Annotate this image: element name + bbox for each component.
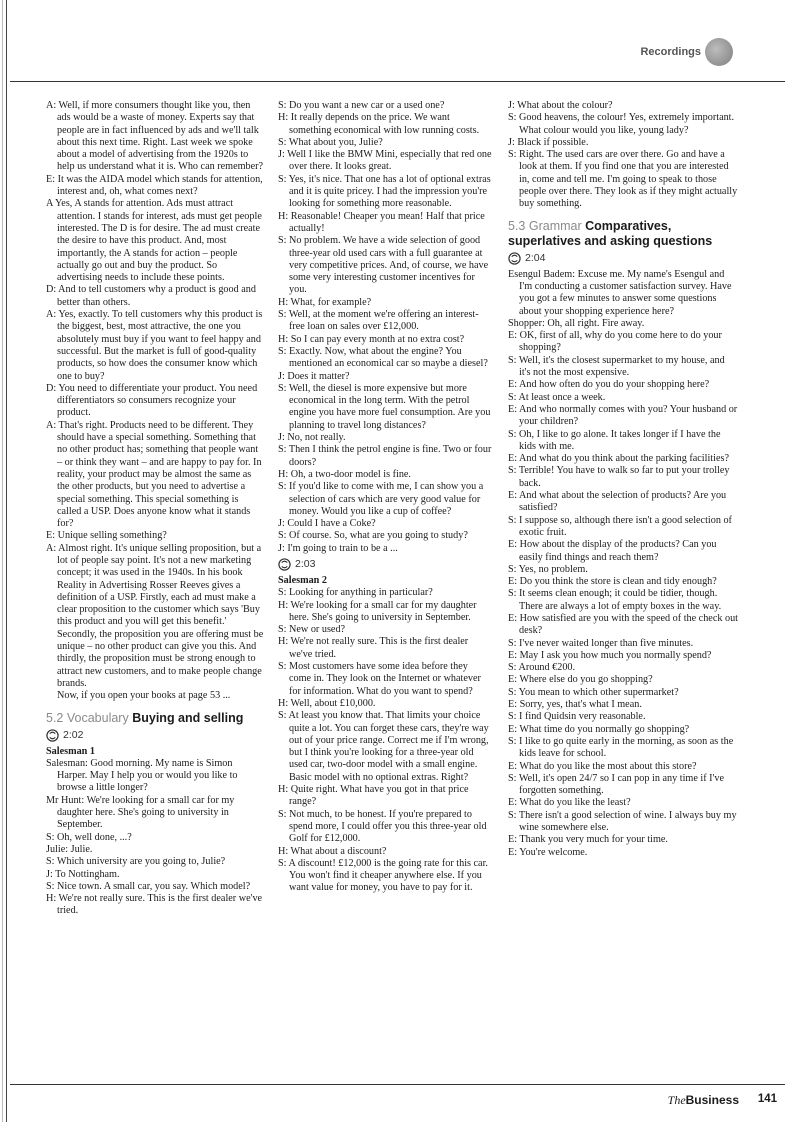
transcript-line: S: Of course. So, what are you going to study? xyxy=(278,530,468,542)
transcript-line: S: Good heavens, the colour! Yes, extremely important. What colour would you like, young lady? xyxy=(508,112,735,136)
transcript-line: S: Exactly. Now, what about the engine? You mentioned an economical car so maybe a diesel? xyxy=(278,345,488,370)
track-number: 2:04 xyxy=(525,252,546,265)
margin-line xyxy=(2,0,3,1122)
transcript-line: E: Do you think the store is clean and tidy enough? xyxy=(508,576,717,588)
transcript-line: J: To Nottingham. xyxy=(46,868,120,880)
transcript-line: S: I like to go quite early in the morning, as soon as the kids leave for school. xyxy=(508,735,734,760)
transcript-line: J: Could I have a Coke? xyxy=(278,518,376,530)
margin-line xyxy=(6,0,7,1122)
transcript-line: E: How satisfied are you with the speed of the check out desk? xyxy=(508,612,738,637)
transcript-line: A: Well, if more consumers thought like you, then ads would be a waste of money. Experts say that people are in fact influenced by ads and we'll talk about this next time. Right. Last week we spoke about a model of advertising from the 1920s to help us understand what it is. Who can remember? xyxy=(46,100,264,173)
transcript-line: E: Sorry, yes, that's what I mean. xyxy=(508,699,642,711)
transcript-line: S: Terrible! You have to walk so far to put your trolley back. xyxy=(508,465,730,489)
transcript-line: H: It really depends on the price. We want something economical with low running costs. xyxy=(278,112,480,136)
transcript-line: E: Unique selling something? xyxy=(46,530,167,542)
transcript-line: A: That's right. Products need to be different. They should have a special something. Something that no other product has; something that people want – or think they want – and are happy to pay for. In reality, your product may be almost the same as the other products, but you need to advertise a special something. This special something is called a USP. Does anyone know what it stands for? xyxy=(46,419,262,530)
transcript-line: S: Looking for anything in particular? xyxy=(278,587,433,599)
section-dot-icon xyxy=(705,38,733,66)
transcript-line: J: Does it matter? xyxy=(278,370,350,382)
transcript-line: E: Thank you very much for your time. xyxy=(508,834,668,846)
transcript-line: S: Do you want a new car or a used one? xyxy=(278,100,445,111)
transcript-line: S: Right. The used cars are over there. Go and have a look at them. If you find one that you are interested in, come and tell me. I'm going to speak to those people over there. They look as if they might actually buy something. xyxy=(508,149,738,210)
transcript-line: S: If you'd like to come with me, I can show you a selection of cars which are very good value for money. Would you like a cup of coffee? xyxy=(278,481,484,517)
transcript-line: H: We're looking for a small car for my daughter here. She's going to university in September. xyxy=(278,599,477,623)
transcript-line: D: You need to differentiate your product. You need differentiators so consumers recognize your product. xyxy=(46,382,258,419)
transcript-line: E: And what about the selection of products? Are you satisfied? xyxy=(508,490,727,514)
transcript-line: E: What time do you normally go shopping? xyxy=(508,723,690,735)
transcript-line: H: What, for example? xyxy=(278,296,372,308)
audio-track[interactable] xyxy=(46,729,264,742)
column-2 xyxy=(278,100,492,895)
transcript-line: Julie: Julie. xyxy=(46,843,93,855)
transcript-line: E: It was the AIDA model which stands for attention, interest and, oh, what comes next? xyxy=(46,173,263,198)
transcript-line: A: Yes, exactly. To tell customers why this product is the biggest, best, most attractive, the one you absolutely must buy if you want to feel happy and successful. But the market is full of good-quality products, so how does the consumer know which one to buy? xyxy=(46,309,263,382)
transcript-line: S: Yes, no problem. xyxy=(508,563,588,575)
transcript-line: E: May I ask you how much you normally spend? xyxy=(508,649,712,661)
transcript-line: S: I find Quidsin very reasonable. xyxy=(508,711,646,723)
page-footer xyxy=(0,1084,793,1122)
transcript-line: E: You're welcome. xyxy=(508,846,588,858)
transcript-line: H: What about a discount? xyxy=(278,845,387,857)
track-number: 2:02 xyxy=(63,728,84,741)
transcript-line: J: No, not really. xyxy=(278,432,346,444)
page-number: 141 xyxy=(757,1093,777,1105)
transcript-line: S: Well, the diesel is more expensive but more economical in the long term. With the petrol engine you have more fuel consumption. Are you planning to travel long distances? xyxy=(278,382,491,431)
sub-heading: Salesman 1 xyxy=(46,745,95,757)
transcript-line: S: At least you know that. That limits your choice quite a lot. You can forget these cars, they're way out of your price range. Correct me if I'm wrong, but I think you're looking for a three-year old used car, two-door model with a small engine. Basic model with no optional extras. Right? xyxy=(278,710,489,783)
transcript-line: S: A discount! £12,000 is the going rate for this car. You won't find it cheaper anywhere else. If you want value for money, you have to pay for it. xyxy=(278,857,488,894)
transcript-line: S: Most customers have some idea before they come in. They look on the Internet or whatever for information. What do you want to spend? xyxy=(278,661,481,697)
transcript-line: E: What do you like the least? xyxy=(508,797,631,809)
transcript-line: E: And how often do you do your shopping here? xyxy=(508,379,710,391)
transcript-line: E: Where else do you go shopping? xyxy=(508,674,653,686)
transcript-line: S: There isn't a good selection of wine. I always buy my wine somewhere else. xyxy=(508,809,737,834)
transcript-line: H: Reasonable! Cheaper you mean! Half that price actually! xyxy=(278,210,485,234)
transcript-line: S: Yes, it's nice. That one has a lot of optional extras and it is quite pricey. I had the impression you're looking for something more reasonable. xyxy=(278,173,491,210)
transcript-line: S: I've never waited longer than five minutes. xyxy=(508,637,694,649)
transcript-line: H: Quite right. What have you got in that price range? xyxy=(278,784,469,808)
transcript-line: Mr Hunt: We're looking for a small car for my daughter here. She's going to university in September. xyxy=(46,794,235,831)
transcript-line: S: Oh, I like to go alone. It takes longer if I have the kids with me. xyxy=(508,428,721,452)
transcript-line: S: It seems clean enough; it could be tidier, though. There are always a lot of empty boxes in the way. xyxy=(508,588,722,612)
publication-brand: TheBusiness xyxy=(667,1093,739,1107)
cd-audio-icon xyxy=(46,729,59,742)
transcript-line: Shopper: Oh, all right. Fire away. xyxy=(508,317,645,329)
column-1 xyxy=(46,100,264,918)
transcript-line: E: What do you like the most about this store? xyxy=(508,760,697,772)
transcript-line: H: We're not really sure. This is the first dealer we've tried. xyxy=(278,636,469,660)
transcript-line: H: Well, about £10,000. xyxy=(278,697,376,709)
audio-track[interactable] xyxy=(278,558,492,571)
transcript-line: D: And to tell customers why a product is good and better than others. xyxy=(46,284,256,308)
page-header xyxy=(0,0,793,90)
sub-heading: Salesman 2 xyxy=(278,574,327,586)
section-heading-5-2: 5.2 Vocabulary Buying and selling xyxy=(46,710,244,725)
transcript-line: S: No problem. We have a wide selection of good three-year old used cars with a full guarantee at very competitive prices. And, of course, we have some very interesting customer incentives for you. xyxy=(278,235,489,296)
transcript-line: H: Oh, a two-door model is fine. xyxy=(278,468,411,480)
transcript-line: S: Around €200. xyxy=(508,662,576,674)
transcript-line: S: You mean to which other supermarket? xyxy=(508,686,679,698)
transcript-line: S: Then I think the petrol engine is fine. Two or four doors? xyxy=(278,444,492,468)
section-label: Recordings xyxy=(640,46,701,58)
transcript-line: J: What about the colour? xyxy=(508,100,613,111)
transcript-line: S: I suppose so, although there isn't a good selection of exotic fruit. xyxy=(508,514,732,538)
transcript-line: S: Nice town. A small car, you say. Which model? xyxy=(46,880,251,892)
transcript-line: J: I'm going to train to be a ... xyxy=(278,542,398,554)
footer-rule xyxy=(10,1084,785,1085)
transcript-line: A: Almost right. It's unique selling proposition, but a lot of people say point. It's not a new marketing concept; it was used in the 1940s. In his book Reality in Advertising Rosser Reeves gives a definition of a USP. Firstly, each ad must make a clear proposition to the customer which says 'Buy this product and you will get this benefit.' Secondly, the proposition you are offering must be unique – no other product can give you this. And thirdly, the proposition must be strong enough to attract new customers, and to make people change brands. xyxy=(46,542,264,689)
transcript-line: S: Well, it's open 24/7 so I can pop in any time if I've forgotten something. xyxy=(508,772,725,797)
transcript-line: J: Well I like the BMW Mini, especially that red one over there. It looks great. xyxy=(278,149,492,173)
transcript-line: Now, if you open your books at page 53 ... xyxy=(57,690,231,702)
transcript-line: S: Not much, to be honest. If you're prepared to spend more, I could offer you this three-year old Golf for £12,000. xyxy=(278,808,487,845)
audio-track[interactable] xyxy=(508,252,738,265)
transcript-line: Esengul Badem: Excuse me. My name's Esengul and I'm conducting a customer satisfaction survey. Have you got a few minutes to answer some questions about your shopping experience here? xyxy=(508,268,732,317)
transcript-line: S: Oh, well done, ...? xyxy=(46,831,132,843)
transcript-line: S: Well, it's the closest supermarket to my house, and it's not the most expensive. xyxy=(508,354,725,379)
transcript-line: J: Black if possible. xyxy=(508,136,589,148)
transcript-line: E: OK, first of all, why do you come here to do your shopping? xyxy=(508,330,722,354)
transcript-line: S: New or used? xyxy=(278,624,346,636)
cd-audio-icon xyxy=(508,252,521,265)
transcript-line: E: And who normally comes with you? Your husband or your children? xyxy=(508,403,738,428)
track-number: 2:03 xyxy=(295,558,316,571)
column-3 xyxy=(508,100,738,859)
transcript-line: E: And what do you think about the parking facilities? xyxy=(508,453,729,465)
transcript-line: A Yes, A stands for attention. Ads must attract attention. I stands for interest, ads must get people interested. The D is for desire. The ad must create the desire to have this product. And, most importantly, the A stands for action – people actually go out and buy the product. So advertising needs to include these points. xyxy=(46,198,262,284)
header-rule xyxy=(10,81,785,82)
transcript-line: H: So I can pay every month at no extra cost? xyxy=(278,333,465,345)
transcript-line: Salesman: Good morning. My name is Simon Harper. May I help you or would you like to browse a little longer? xyxy=(46,757,238,794)
transcript-line: S: What about you, Julie? xyxy=(278,136,383,148)
transcript-line: S: At least once a week. xyxy=(508,391,606,403)
transcript-line: S: Well, at the moment we're offering an interest-free loan on sales over £12,000. xyxy=(278,309,479,333)
transcript-line: H: We're not really sure. This is the first dealer we've tried. xyxy=(46,893,263,917)
section-heading-5-3: 5.3 Grammar Comparatives, superlatives and asking questions xyxy=(508,218,713,248)
transcript-line: S: Which university are you going to, Julie? xyxy=(46,856,226,868)
transcript-line: E: How about the display of the products? Can you easily find things and reach them? xyxy=(508,539,717,563)
cd-audio-icon xyxy=(278,558,291,571)
